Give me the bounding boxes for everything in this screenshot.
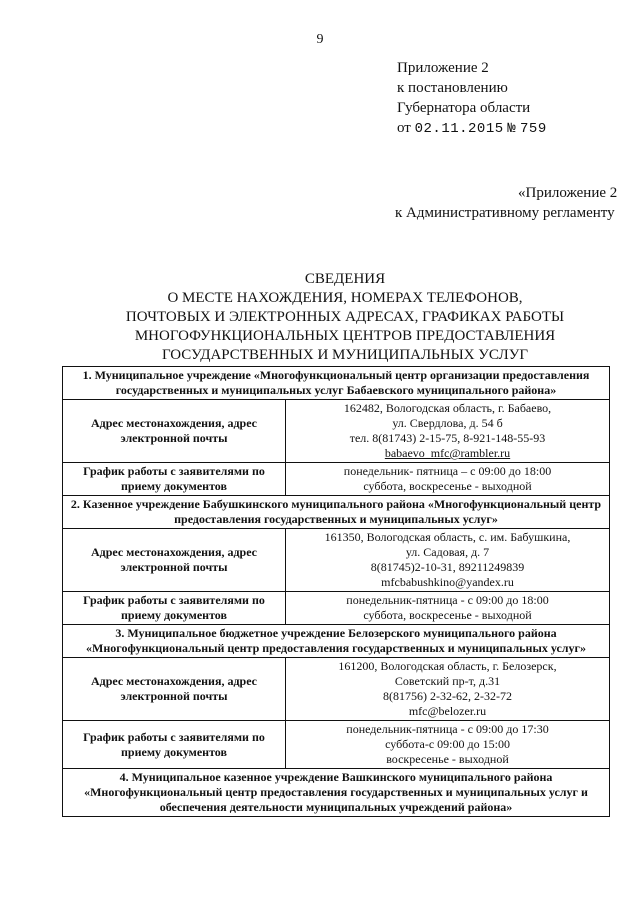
date-prefix: от bbox=[397, 120, 411, 136]
schedule-line: суббота, воскресенье - выходной bbox=[363, 479, 532, 493]
schedule-line: понедельник-пятница - с 09:00 до 18:00 bbox=[346, 593, 549, 607]
center-2-schedule-row bbox=[63, 592, 610, 625]
appendix-line-2: к постановлению bbox=[397, 80, 508, 96]
phone-line: 8(81756) 2-32-62, 2-32-72 bbox=[383, 689, 512, 703]
center-3-schedule-row bbox=[63, 721, 610, 769]
schedule-label: График работы с заявителями по приему документов bbox=[63, 463, 286, 496]
reglament-line-1: «Приложение 2 bbox=[518, 185, 618, 201]
schedule-line: воскресенье - выходной bbox=[386, 752, 509, 766]
address-line: ул. Садовая, д. 7 bbox=[405, 545, 490, 559]
schedule-label: График работы с заявителями по приему документов bbox=[63, 592, 286, 625]
decree-number: 759 bbox=[520, 121, 547, 137]
appendix-line-3: Губернатора области bbox=[397, 100, 531, 116]
center-2-address-row bbox=[63, 529, 610, 592]
schedule-line: суббота, воскресенье - выходной bbox=[363, 608, 532, 622]
center-2-name: 2. Казенное учреждение Бабушкинского муниципального района «Многофункциональный центр предоставления государственных и муниципальных услуг» bbox=[63, 496, 610, 529]
appendix-header bbox=[397, 58, 547, 139]
title-line-2: О МЕСТЕ НАХОЖДЕНИЯ, НОМЕРАХ ТЕЛЕФОНОВ, bbox=[167, 290, 523, 306]
center-2-address bbox=[286, 529, 610, 592]
center-3-schedule bbox=[286, 721, 610, 769]
address-label: Адрес местонахождения, адрес электронной почты bbox=[63, 529, 286, 592]
address-line: 161350, Вологодская область, с. им. Бабушкина, bbox=[324, 530, 571, 544]
address-line: 161200, Вологодская область, г. Белозерск, bbox=[338, 659, 557, 673]
center-2-heading-row bbox=[63, 496, 610, 529]
number-sign: № bbox=[507, 121, 517, 137]
address-label: Адрес местонахождения, адрес электронной почты bbox=[63, 658, 286, 721]
title-line-5: ГОСУДАРСТВЕННЫХ И МУНИЦИПАЛЬНЫХ УСЛУГ bbox=[161, 347, 528, 363]
address-line: 162482, Вологодская область, г. Бабаево, bbox=[343, 401, 552, 415]
center-4-name: 4. Муниципальное казенное учреждение Вашкинского муниципального района «Многофункциональный центр предоставления государственных и муниципальных услуг и обеспечения деятельности муниципальных учреждений района» bbox=[63, 769, 610, 817]
address-line: Советский пр-т, д.31 bbox=[394, 674, 501, 688]
address-label: Адрес местонахождения, адрес электронной почты bbox=[63, 400, 286, 463]
title-line-1: СВЕДЕНИЯ bbox=[304, 271, 386, 287]
centers-table bbox=[62, 366, 610, 817]
center-3-heading-row bbox=[63, 625, 610, 658]
center-1-schedule-row bbox=[63, 463, 610, 496]
appendix-date-line bbox=[397, 118, 547, 139]
email-line: babaevo_mfc@rambler.ru bbox=[384, 446, 511, 460]
center-2-schedule bbox=[286, 592, 610, 625]
schedule-label: График работы с заявителями по приему документов bbox=[63, 721, 286, 769]
center-1-address-row bbox=[63, 400, 610, 463]
reglament-line-2: к Административному регламенту bbox=[395, 205, 615, 221]
reglament-header bbox=[395, 183, 617, 223]
center-1-address bbox=[286, 400, 610, 463]
center-3-name: 3. Муниципальное бюджетное учреждение Белозерского муниципального района «Многофункциональный центр предоставления государственных и муниципальных услуг» bbox=[63, 625, 610, 658]
schedule-line: понедельник- пятница – с 09:00 до 18:00 bbox=[343, 464, 552, 478]
center-3-address-row bbox=[63, 658, 610, 721]
center-1-name: 1. Муниципальное учреждение «Многофункциональный центр организации предоставления государственных и муниципальных услуг Бабаевского муниципального района» bbox=[63, 367, 610, 400]
phone-line: тел. 8(81743) 2-15-75, 8-921-148-55-93 bbox=[349, 431, 546, 445]
phone-line: 8(81745)2-10-31, 89211249839 bbox=[370, 560, 525, 574]
address-line: ул. Свердлова, д. 54 б bbox=[392, 416, 503, 430]
center-1-heading-row bbox=[63, 367, 610, 400]
center-3-address bbox=[286, 658, 610, 721]
title-line-4: МНОГОФУНКЦИОНАЛЬНЫХ ЦЕНТРОВ ПРЕДОСТАВЛЕНИЯ bbox=[134, 328, 556, 344]
page-number: 9 bbox=[316, 32, 324, 47]
appendix-line-1: Приложение 2 bbox=[397, 60, 489, 76]
center-1-schedule bbox=[286, 463, 610, 496]
email-line: mfc@belozer.ru bbox=[408, 704, 487, 718]
title-line-3: ПОЧТОВЫХ И ЭЛЕКТРОННЫХ АДРЕСАХ, ГРАФИКАХ РАБОТЫ bbox=[125, 309, 565, 325]
decree-date: 02.11.2015 bbox=[414, 121, 504, 137]
schedule-line: суббота-с 09:00 до 15:00 bbox=[385, 737, 510, 751]
email-line: mfcbabushkino@yandex.ru bbox=[381, 575, 514, 589]
document-title bbox=[60, 270, 630, 365]
schedule-line: понедельник-пятница - с 09:00 до 17:30 bbox=[346, 722, 549, 736]
center-4-heading-row bbox=[63, 769, 610, 817]
